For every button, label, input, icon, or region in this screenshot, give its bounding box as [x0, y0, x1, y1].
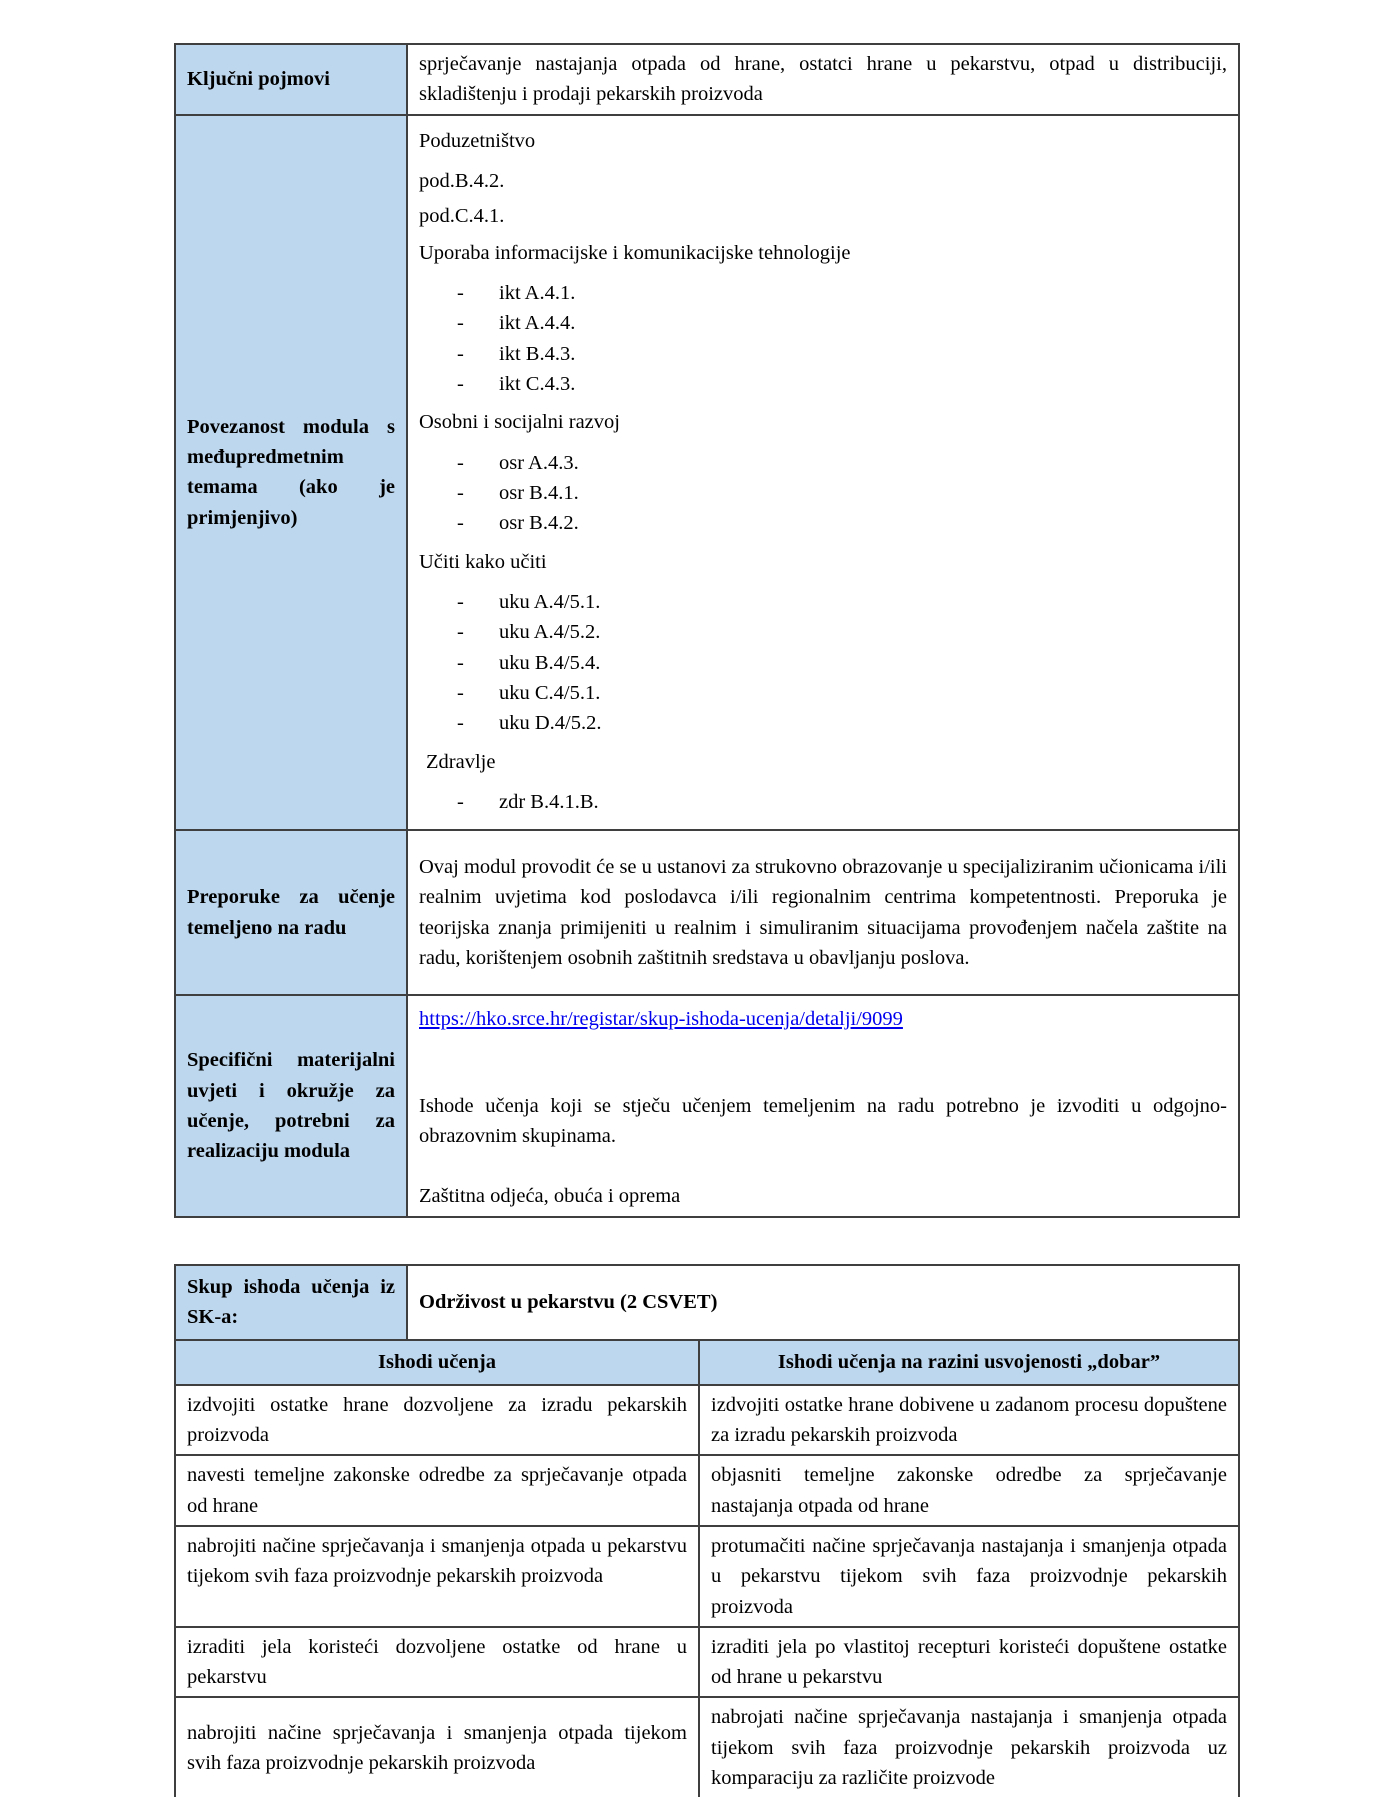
outcome-left: nabrojiti načine sprječavanja i smanjenja otpada tijekom svih faza proizvodnje pekarskih proizvoda	[175, 1697, 699, 1797]
list-item-text: ikt A.4.1.	[499, 281, 576, 304]
preporuke-content: Ovaj modul provodit će se u ustanovi za strukovno obrazovanje u specijaliziranim učionicama i/ili realnim uvjetima kod poslodavca i/ili regionalnim centrima kompetentnosti. Preporuka je teorijska znanja primijeniti u realnim i simuliranim situacijama provođenjem načela zaštite na radu, korištenjem osobnih zaštitnih sredstava u obavljanju poslova.	[407, 830, 1239, 995]
outcome-left: izraditi jela koristeći dozvoljene ostatke od hrane u pekarstvu	[175, 1627, 699, 1698]
povezanost-label: Povezanost modula s međupredmetnim temama (ako je primjenjivo)	[175, 115, 407, 831]
outcome-row	[175, 1526, 1239, 1627]
outcome-row	[175, 1697, 1239, 1797]
mpt-heading-ikt: Uporaba informacijske i komunikacijske tehnologije	[419, 241, 851, 264]
skup-label: Skup ishoda učenja iz SK-a:	[175, 1265, 407, 1340]
dash-marker: -	[457, 281, 464, 304]
outcome-right: izraditi jela po vlastitoj recepturi koristeći dopuštene ostatke od hrane u pekarstvu	[699, 1627, 1239, 1698]
specificni-label: Specifični materijalni uvjeti i okružje za učenje, potrebni za realizaciju modula	[175, 995, 407, 1216]
mpt-heading-uku: Učiti kako učiti	[419, 550, 547, 573]
outcome-row	[175, 1455, 1239, 1526]
mpt-item: pod.B.4.2.	[419, 169, 505, 192]
skup-value: Održivost u pekarstvu (2 CSVET)	[407, 1265, 1239, 1340]
list-item	[419, 339, 1227, 369]
list-item-text: ikt B.4.3.	[499, 342, 576, 365]
mpt-heading-osr: Osobni i socijalni razvoj	[419, 411, 620, 434]
list-item	[419, 308, 1227, 338]
list-item	[419, 369, 1227, 399]
list-item	[419, 448, 1227, 478]
dash-marker: -	[457, 590, 464, 613]
learning-outcomes-table	[174, 1264, 1240, 1797]
mpt-bullet-list	[419, 278, 1227, 399]
povezanost-row	[175, 115, 1239, 831]
list-item-text: osr A.4.3.	[499, 451, 579, 474]
list-item	[419, 678, 1227, 708]
dash-marker: -	[457, 481, 464, 504]
outcome-right: protumačiti načine sprječavanja nastajanja i smanjenja otpada u pekarstvu tijekom svih faza proizvodnje pekarskih proizvoda	[699, 1526, 1239, 1627]
dash-marker: -	[457, 651, 464, 674]
outcome-right: nabrojati načine sprječavanja nastajanja i smanjenja otpada tijekom svih faza proizvodnje pekarskih proizvoda uz komparaciju za različite proizvode	[699, 1697, 1239, 1797]
outcomes-col1-header: Ishodi učenja	[175, 1340, 699, 1385]
list-item	[419, 508, 1227, 538]
outcomes-header-row	[175, 1340, 1239, 1385]
preporuke-label: Preporuke za učenje temeljeno na radu	[175, 830, 407, 995]
kljucni-pojmovi-label: Ključni pojmovi	[175, 44, 407, 115]
specificni-row	[175, 995, 1239, 1216]
kljucni-pojmovi-content: sprječavanje nastajanja otpada od hrane, ostatci hrane u pekarstvu, otpad u distribuciji, skladištenju i prodaji pekarskih proizvoda	[407, 44, 1239, 115]
list-item-text: zdr B.4.1.B.	[499, 790, 599, 813]
mpt-item: pod.C.4.1.	[419, 205, 505, 228]
list-item	[419, 278, 1227, 308]
preporuke-row	[175, 830, 1239, 995]
dash-marker: -	[457, 712, 464, 735]
dash-marker: -	[457, 621, 464, 644]
outcome-right: objasniti temeljne zakonske odredbe za sprječavanje nastajanja otpada od hrane	[699, 1455, 1239, 1526]
skup-row	[175, 1265, 1239, 1340]
outcome-left: navesti temeljne zakonske odredbe za sprječavanje otpada od hrane	[175, 1455, 699, 1526]
list-item-text: uku B.4/5.4.	[499, 651, 601, 674]
dash-marker: -	[457, 312, 464, 335]
dash-marker: -	[457, 372, 464, 395]
list-item-text: uku A.4/5.2.	[499, 621, 601, 644]
list-item	[419, 708, 1227, 738]
list-item	[419, 478, 1227, 508]
list-item-text: ikt C.4.3.	[499, 372, 576, 395]
mpt-heading-zdravlje: Zdravlje	[426, 750, 496, 773]
list-item-text: ikt A.4.4.	[499, 312, 576, 335]
dash-marker: -	[457, 681, 464, 704]
list-item-text: uku A.4/5.1.	[499, 590, 601, 613]
mpt-bullet-list	[419, 587, 1227, 739]
outcome-right: izdvojiti ostatke hrane dobivene u zadanom procesu dopuštene za izradu pekarskih proizvoda	[699, 1385, 1239, 1456]
outcomes-col2-header: Ishodi učenja na razini usvojenosti „dobar”	[699, 1340, 1239, 1385]
list-item-text: osr B.4.2.	[499, 512, 579, 535]
specificni-para-1: Ishode učenja koji se stječu učenjem temeljenim na radu potrebno je izvoditi u odgojno-obrazovnim skupinama.	[419, 1094, 1227, 1147]
mpt-bullet-list	[419, 787, 1227, 817]
dash-marker: -	[457, 512, 464, 535]
mpt-heading-poduzetnistvo: Poduzetništvo	[419, 129, 536, 152]
list-item	[419, 587, 1227, 617]
list-item-text: uku C.4/5.1.	[499, 681, 601, 704]
povezanost-content	[407, 115, 1239, 831]
outcome-left: nabrojiti načine sprječavanja i smanjenja otpada u pekarstvu tijekom svih faza proizvodnje pekarskih proizvoda	[175, 1526, 699, 1627]
outcome-row	[175, 1627, 1239, 1698]
specificni-para-2: Zaštitna odjeća, obuća i oprema	[419, 1185, 681, 1208]
outcome-left: izdvojiti ostatke hrane dozvoljene za izradu pekarskih proizvoda	[175, 1385, 699, 1456]
list-item-text: osr B.4.1.	[499, 481, 579, 504]
list-item	[419, 787, 1227, 817]
link-paragraph	[419, 1004, 1227, 1034]
list-item	[419, 617, 1227, 647]
outcome-row	[175, 1385, 1239, 1456]
dash-marker: -	[457, 790, 464, 813]
mpt-bullet-list	[419, 448, 1227, 539]
specificni-content	[407, 995, 1239, 1216]
module-info-table	[174, 43, 1240, 1218]
kljucni-pojmovi-row	[175, 44, 1239, 115]
list-item	[419, 648, 1227, 678]
list-item-text: uku D.4/5.2.	[499, 712, 602, 735]
dash-marker: -	[457, 451, 464, 474]
hko-register-link[interactable]: https://hko.srce.hr/registar/skup-ishoda-ucenja/detalji/9099	[419, 1008, 903, 1031]
dash-marker: -	[457, 342, 464, 365]
